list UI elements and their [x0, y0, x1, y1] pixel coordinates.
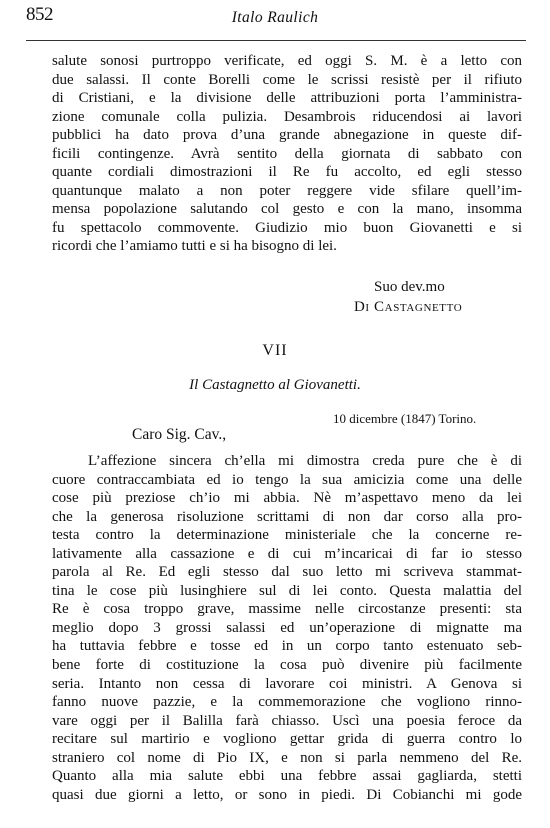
letter-title: Il Castagnetto al Giovanetti. [189, 377, 361, 393]
text-line: seria. Intanto non cessa di lavorare coi ministri. A Genova si [52, 675, 522, 692]
letter-closing: Suo dev.mo [374, 279, 445, 295]
text-line: lativamente alla cassazione e di cui m’incaricai di far io stesso [52, 545, 522, 562]
page-number: 852 [26, 4, 53, 25]
text-line: bene forte di costituzione la cosa può divenire più facilmente [52, 657, 522, 674]
text-line: quante cordiali dimostrazioni il Re fu accolto, ed egli stesso [52, 164, 522, 181]
text-line: fanno nuove pazzie, e la commemorazione che vogliono rinno- [52, 694, 522, 711]
letter-6-body [52, 52, 522, 256]
text-line: tina le cose più lusinghiere sul di lei conto. Questa malattia del [52, 582, 522, 599]
text-line: ficili contingenze. Avrà sentito della giornata di sabbato con [52, 145, 522, 162]
text-line: cuore contraccambiata ed io tengo la sua amicizia come una delle [52, 471, 522, 488]
chapter-number: VII [262, 342, 288, 359]
letter-salutation: Caro Sig. Cav., [132, 426, 227, 443]
text-line: parola al Re. Ed egli stesso dal suo letto mi scriveva stammat- [52, 564, 522, 581]
header-rule [26, 40, 526, 41]
text-line: zione comunale colla pulizia. Desambrois riducendosi ai lavori [52, 108, 522, 125]
text-line: mensa popolazione salutando col gesto e con la mano, insomma [52, 201, 522, 218]
running-title: Italo Raulich [231, 9, 319, 26]
text-line: cose più preziose ch’io mi abbia. Nè m’aspettavo meno da lei [52, 490, 522, 507]
text-line: testa contro la determinazione ministeriale che la concerne re- [52, 527, 522, 544]
text-line: Quanto alla mia salute ebbi una febbre assai gagliarda, stetti [52, 768, 522, 785]
text-line: straniero col nome di Pio IX, e non si parla nemmeno del Re. [52, 749, 522, 766]
text-line: ricordi che l’amiamo tutti e si ha bisogno di lei. [52, 238, 337, 255]
text-line: due salassi. Il conte Borelli come le scrissi resistè per il rifiuto [52, 71, 522, 88]
text-line: recitare sul martirio e vogliono gettar grida di guerra contro lo [52, 731, 522, 748]
text-line: quasi due giorni a letto, or sono in piedi. Di Cobianchi mi gode [52, 786, 522, 803]
text-line: pubblici ha dato prova d’una grande abnegazione in queste dif- [52, 127, 522, 144]
letter-date: 10 dicembre (1847) Torino. [333, 411, 477, 426]
text-line: quantunque malato a non poter reggere vide sfilare quell’im- [52, 182, 522, 199]
text-line: L’affezione sincera ch’ella mi dimostra creda pure che è di [88, 453, 522, 469]
letter-7-body [52, 452, 522, 804]
text-line: Re è cosa troppo grave, massime nelle circostanze presenti: sta [52, 601, 522, 618]
text-line: di Cristiani, e la divisione delle attribuzioni porta l’amministra- [52, 90, 522, 107]
text-line: meglio dopo 3 grossi salassi ed un’operazione di mignatte ma [52, 619, 522, 636]
letter-signature: Di Castagnetto [354, 299, 463, 315]
text-line: ha tuttavia febbre e tosse ed in un corpo tanto estenuato seb- [52, 638, 522, 655]
text-line: fu spettacolo commovente. Giudizio mio buon Giovanetti e si [52, 219, 522, 236]
text-line: salute sonosi purtroppo verificate, ed oggi S. M. è a letto con [52, 53, 522, 69]
text-line: che la generosa risoluzione scrittami di non dar corso alla pro- [52, 508, 522, 525]
text-line: vare oggi per il Balilla farà chiasso. Uscì una poesia feroce da [52, 712, 522, 729]
